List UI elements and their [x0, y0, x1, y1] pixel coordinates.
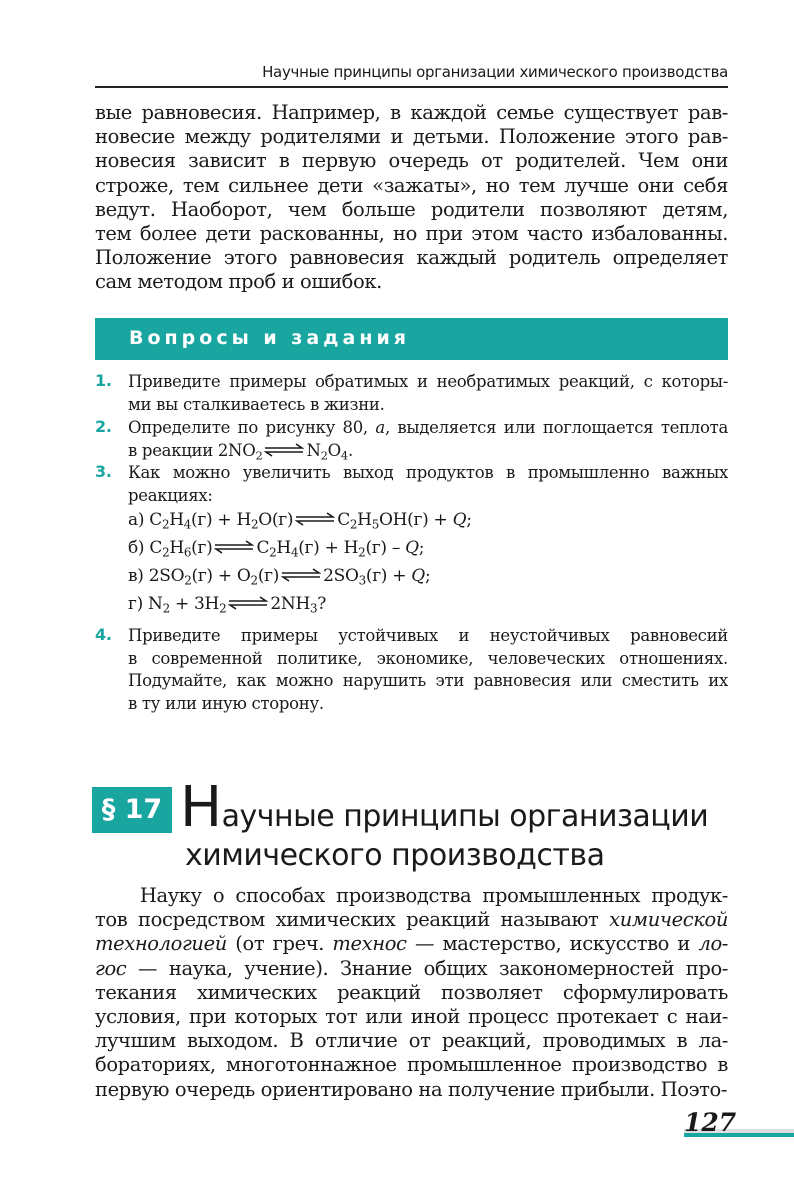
text-segment: технос	[332, 932, 407, 956]
text-segment: H	[276, 538, 291, 558]
section-number-badge: § 17	[92, 787, 172, 833]
question-text	[128, 462, 728, 507]
text-segment: (г)	[191, 538, 213, 558]
subscript: 6	[183, 545, 192, 560]
subscript: 2	[219, 601, 227, 616]
text-segment: ;	[466, 510, 472, 530]
subscript: 4	[340, 447, 348, 462]
text-segment: в ту или иную сторону.	[128, 693, 324, 713]
formula-c	[128, 566, 430, 586]
text-segment: Q	[411, 566, 425, 586]
section-title-line1	[180, 775, 709, 840]
text-segment: а	[375, 418, 385, 437]
text-line	[128, 417, 728, 440]
text-line	[128, 648, 728, 671]
equilibrium-arrow-icon	[264, 443, 304, 457]
question-1	[95, 371, 728, 416]
text-segment: H	[169, 510, 184, 530]
text-segment: в) 2SO	[128, 566, 185, 586]
text-segment: (г) +	[365, 566, 412, 586]
text-segment: тем более дети раскованны, но при этом часто избалованны.	[95, 222, 728, 246]
subscript: 2	[320, 447, 328, 462]
text-segment: H	[169, 538, 184, 558]
text-line	[128, 394, 728, 417]
question-3	[95, 462, 728, 507]
text-segment: тов посредством химических реакций называют	[95, 908, 610, 932]
text-segment: Приведите примеры обратимых и необратимых реакций, с которы-	[128, 372, 728, 391]
question-4	[95, 625, 728, 715]
text-line	[95, 198, 728, 222]
question-2	[95, 417, 728, 462]
question-number: 3.	[95, 462, 112, 481]
running-header: Научные принципы организации химического производства	[262, 63, 728, 81]
text-segment: новесия зависит в первую очередь от родителей. Чем они	[95, 149, 728, 173]
text-line	[95, 270, 728, 294]
text-segment: текания химических реакций позволяет сформулировать	[95, 980, 728, 1004]
text-line	[128, 485, 728, 508]
subscript: 2	[162, 545, 170, 560]
text-line	[95, 1078, 728, 1102]
equilibrium-arrow-icon	[214, 540, 254, 554]
text-line	[95, 884, 728, 908]
text-line	[95, 1053, 728, 1077]
text-segment: Приведите примеры устойчивых и неустойчивых равновесий	[128, 626, 728, 645]
subscript: 3	[358, 573, 366, 588]
text-segment: ми вы сталкиваетесь в жизни.	[128, 394, 385, 414]
text-line	[128, 670, 728, 693]
text-segment: C	[337, 510, 350, 530]
text-line	[95, 981, 728, 1005]
question-number: 4.	[95, 625, 112, 644]
title-text: аучные принципы организации	[221, 799, 709, 834]
subscript: 5	[371, 517, 379, 532]
formula-a	[128, 510, 472, 530]
text-segment: C	[256, 538, 270, 558]
text-segment: гос	[95, 956, 127, 980]
subscript: 2	[162, 601, 170, 616]
subscript: 2	[250, 573, 258, 588]
text-segment: Науку о способах производства промышленных продук-	[95, 884, 728, 907]
text-segment: ло-	[698, 932, 728, 956]
text-segment: ;	[424, 566, 431, 586]
text-line	[128, 625, 728, 648]
text-segment: реакциях:	[128, 485, 213, 505]
text-line	[95, 174, 728, 198]
subscript: 4	[183, 517, 192, 532]
text-segment: Q	[405, 538, 419, 558]
text-segment: OH(г) +	[378, 510, 453, 530]
header-divider	[95, 86, 728, 88]
text-segment: , выделяется или поглощается теплота	[384, 418, 728, 437]
text-segment: O	[327, 440, 341, 460]
subscript: 2	[255, 447, 263, 462]
subscript: 2	[358, 545, 366, 560]
text-line	[95, 246, 728, 270]
section-title-line2: химического производства	[185, 838, 605, 873]
text-segment: Подумайте, как можно нарушить эти равновесия или сместить их	[128, 671, 728, 690]
text-segment: химической	[609, 908, 728, 932]
subscript: 2	[251, 517, 259, 532]
text-line	[95, 101, 728, 125]
text-segment: (г) + H	[298, 538, 359, 558]
text-segment: (г) –	[365, 538, 406, 558]
equilibrium-arrow-icon	[281, 568, 321, 582]
text-segment: Определите по рисунку 80,	[128, 418, 376, 437]
text-segment: (г)	[257, 566, 280, 586]
intro-paragraph	[95, 101, 728, 295]
page-number: 127	[684, 1108, 737, 1137]
text-segment: в современной политике, экономике, человеческих отношениях.	[128, 648, 728, 668]
text-segment: (г) + O	[191, 566, 251, 586]
text-segment: ;	[418, 538, 425, 558]
text-line	[95, 222, 728, 246]
text-segment: ведут. Наоборот, чем больше родители позволяют детям,	[95, 197, 728, 221]
text-segment: (г) + H	[191, 510, 251, 530]
subscript: 3	[309, 601, 318, 616]
text-segment: O(г)	[258, 510, 294, 530]
equilibrium-arrow-icon	[295, 512, 335, 526]
subscript: 4	[290, 545, 299, 560]
text-line	[95, 125, 728, 149]
subscript: 2	[349, 517, 358, 532]
text-line	[95, 957, 728, 981]
text-line	[95, 1029, 728, 1053]
subscript: 2	[161, 517, 170, 532]
text-segment: г) N	[128, 594, 163, 614]
text-line	[128, 440, 728, 463]
text-segment: (от греч.	[226, 932, 333, 956]
equilibrium-arrow-icon	[228, 596, 268, 610]
text-segment: первую очередь ориентировано на получение прибыли. Поэто-	[95, 1077, 728, 1101]
text-segment: 2SO	[323, 566, 359, 586]
text-segment: вые равновесия. Например, в каждой семье существует рав-	[95, 101, 728, 124]
question-text	[128, 371, 728, 416]
text-segment: сам методом проб и ошибок.	[95, 270, 382, 294]
question-number: 2.	[95, 417, 112, 436]
text-line	[95, 149, 728, 173]
text-segment: б) C	[128, 538, 163, 558]
text-segment: новесие между родителями и детьми. Положение этого рав-	[95, 125, 728, 149]
text-segment: — мастерство, искусство и	[406, 932, 699, 956]
text-segment: — наука, учение). Знание общих закономерностей про-	[126, 956, 728, 980]
text-line	[128, 371, 728, 394]
text-line	[95, 932, 728, 956]
question-text	[128, 417, 728, 462]
text-segment: Положение этого равновесия каждый родитель определяет	[95, 246, 728, 270]
text-line	[95, 1005, 728, 1029]
text-segment: Как можно увеличить выход продуктов в промышленно важных	[128, 463, 728, 482]
text-line	[95, 908, 728, 932]
text-segment: технологией	[95, 932, 227, 956]
subscript: 2	[184, 573, 192, 588]
text-line	[128, 462, 728, 485]
question-number: 1.	[95, 371, 112, 390]
text-segment: условия, при которых тот или иной процесс протекает с наи-	[95, 1005, 728, 1029]
formula-d	[128, 594, 326, 614]
text-segment: .	[347, 440, 353, 460]
text-segment: Q	[452, 510, 467, 530]
text-segment: в реакции 2NO	[128, 440, 256, 460]
drop-cap: Н	[180, 775, 222, 840]
text-segment: лучшим выходом. В отличие от реакций, проводимых в ла-	[95, 1029, 728, 1053]
text-segment: 2NH	[270, 594, 310, 614]
text-segment: строже, тем сильнее дети «зажаты», но тем лучше они себя	[95, 173, 728, 197]
text-segment: H	[357, 510, 372, 530]
questions-banner	[95, 318, 728, 360]
question-text	[128, 625, 728, 715]
questions-title: Вопросы и задания	[129, 327, 410, 349]
body-paragraph	[95, 884, 728, 1102]
formula-b	[128, 538, 424, 558]
text-segment: N	[306, 440, 321, 460]
subscript: 2	[269, 545, 277, 560]
text-line	[128, 693, 728, 716]
text-segment: а) C	[128, 510, 162, 530]
text-segment: ?	[317, 594, 327, 614]
text-segment: бораториях, многотоннажное промышленное производство в	[95, 1053, 728, 1077]
text-segment: + 3H	[169, 594, 220, 614]
